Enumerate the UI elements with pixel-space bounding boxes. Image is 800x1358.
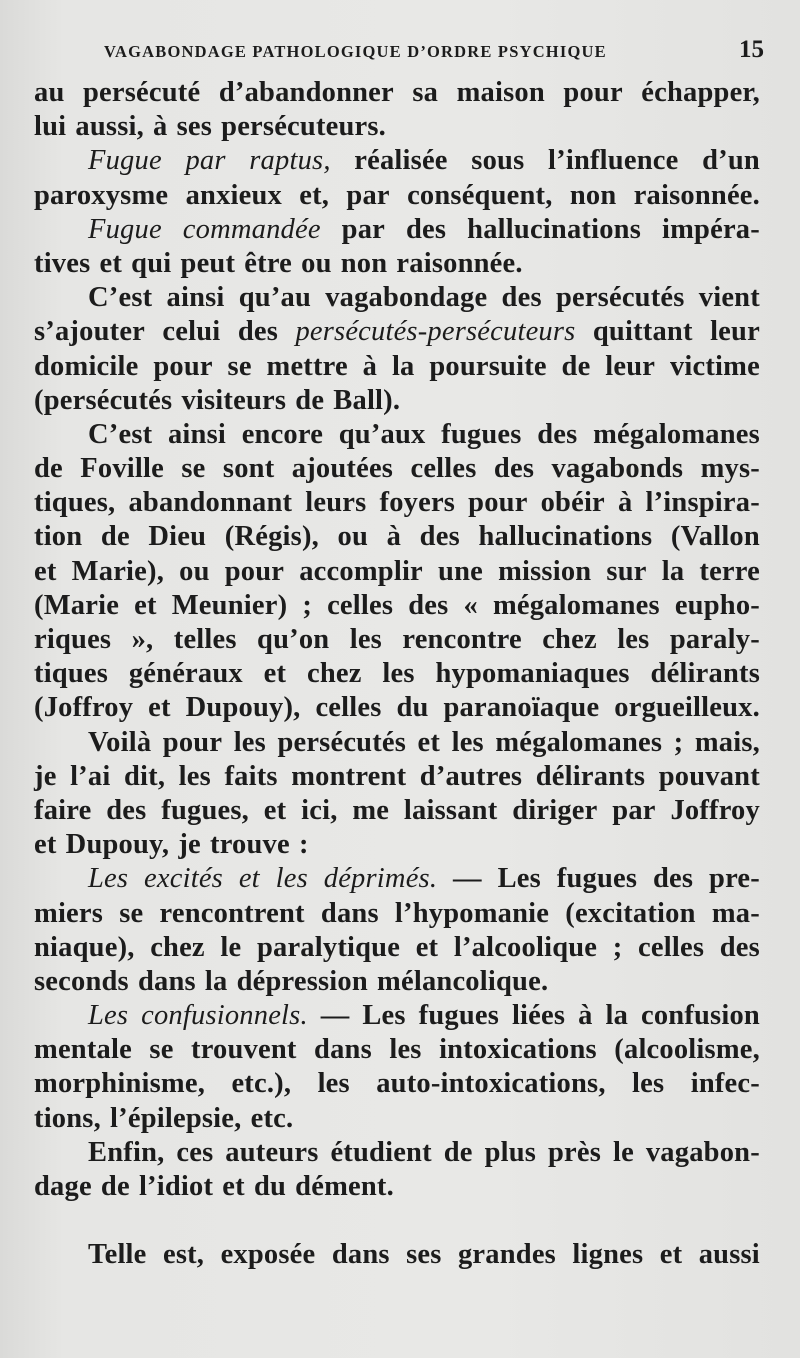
word: Les bbox=[88, 863, 129, 895]
word: Dupouy), bbox=[185, 692, 301, 724]
word: ces bbox=[176, 1136, 214, 1168]
paragraph-gap bbox=[34, 1204, 760, 1238]
word: qui bbox=[131, 247, 172, 279]
word: qu’on bbox=[257, 624, 330, 655]
word: pour bbox=[563, 77, 623, 108]
text-line bbox=[34, 315, 760, 349]
text-line bbox=[34, 486, 760, 520]
word: à bbox=[386, 521, 402, 553]
word: sont bbox=[222, 453, 275, 485]
word: ou bbox=[301, 247, 332, 279]
text-line bbox=[34, 862, 760, 896]
word: par bbox=[346, 179, 390, 211]
word: de bbox=[443, 1136, 473, 1168]
word: l’inspira- bbox=[645, 487, 760, 519]
word: les bbox=[382, 658, 415, 690]
word: hypomaniaques bbox=[435, 658, 630, 690]
text-line bbox=[34, 999, 760, 1033]
word: persécutés bbox=[555, 282, 685, 314]
word: et bbox=[263, 794, 287, 826]
word: dans bbox=[331, 1239, 390, 1271]
word: raptus, bbox=[249, 145, 331, 177]
word: les bbox=[275, 863, 308, 895]
word: au bbox=[34, 77, 65, 108]
word: d’abandonner bbox=[218, 77, 394, 108]
word: non bbox=[340, 247, 388, 279]
word: la bbox=[204, 965, 228, 997]
word: des bbox=[406, 213, 447, 245]
word: l’épilepsie, bbox=[110, 1102, 242, 1134]
word: seconds bbox=[34, 965, 129, 997]
word: de bbox=[34, 453, 63, 485]
word: l’influence bbox=[548, 145, 679, 177]
word: domicile bbox=[34, 350, 139, 382]
word: la bbox=[605, 1000, 629, 1032]
word: sa bbox=[412, 77, 439, 108]
word: visiteurs bbox=[181, 384, 287, 416]
text-line bbox=[34, 1136, 760, 1170]
word: et bbox=[34, 555, 57, 587]
word: une bbox=[438, 555, 483, 587]
word: paraly- bbox=[669, 624, 760, 655]
word: terre bbox=[699, 555, 760, 587]
word: (Vallon bbox=[670, 521, 760, 553]
word: Telle bbox=[88, 1239, 147, 1271]
word: les bbox=[389, 1034, 422, 1066]
word: mission bbox=[498, 555, 592, 587]
word: hallucinations bbox=[478, 521, 653, 553]
word: sous bbox=[471, 145, 525, 177]
word: des bbox=[419, 521, 460, 553]
word: (Joffroy bbox=[34, 692, 134, 724]
word: délirants bbox=[535, 760, 646, 792]
word: infec- bbox=[690, 1068, 760, 1100]
word: et bbox=[415, 931, 439, 963]
word: morphinisme, bbox=[34, 1068, 206, 1100]
word: ou bbox=[337, 521, 369, 553]
word: et, bbox=[299, 179, 330, 211]
word: ainsi bbox=[166, 282, 225, 314]
word: dit, bbox=[123, 760, 166, 792]
page-header bbox=[104, 34, 764, 70]
word: intoxications bbox=[439, 1034, 597, 1066]
word: mégalomanes bbox=[593, 418, 760, 450]
word: aussi, bbox=[75, 111, 144, 143]
word: etc.), bbox=[231, 1068, 292, 1100]
text-line bbox=[34, 452, 760, 486]
text-line bbox=[34, 760, 760, 794]
word: ici, bbox=[301, 794, 338, 826]
text-line bbox=[34, 589, 760, 623]
text-line bbox=[34, 1238, 760, 1272]
word: hallucinations bbox=[467, 213, 642, 245]
word: de bbox=[561, 350, 591, 382]
word: abandonnant bbox=[128, 487, 293, 519]
word: Fugue bbox=[88, 145, 162, 177]
word: délirants bbox=[650, 658, 760, 690]
word: leur bbox=[605, 350, 656, 382]
word: pre- bbox=[709, 863, 760, 895]
word: obéir bbox=[540, 487, 605, 519]
word: grandes bbox=[457, 1239, 556, 1271]
word: Les bbox=[497, 863, 541, 895]
word: trouvent bbox=[191, 1034, 297, 1066]
word: échapper, bbox=[641, 77, 760, 108]
word: fugues bbox=[441, 418, 522, 450]
word: : bbox=[298, 829, 309, 861]
word: se bbox=[181, 453, 206, 485]
word: poursuite bbox=[429, 350, 547, 382]
word: Dupouy, bbox=[65, 829, 170, 861]
text-line bbox=[34, 247, 760, 281]
word: Marie), bbox=[71, 555, 165, 587]
word: et bbox=[148, 692, 171, 724]
text-line bbox=[34, 726, 760, 760]
word: tion bbox=[34, 521, 83, 553]
word: faits bbox=[224, 760, 278, 792]
word: et bbox=[263, 658, 287, 690]
word: sur bbox=[606, 555, 647, 587]
word: rencontre bbox=[402, 624, 522, 655]
word: lignes bbox=[572, 1239, 644, 1271]
word: etc. bbox=[250, 1102, 294, 1134]
word: mélancolique. bbox=[377, 965, 549, 997]
word: vagabonds bbox=[551, 453, 684, 485]
word: et bbox=[34, 829, 57, 861]
word: confusionnels. bbox=[141, 1000, 308, 1032]
word: se bbox=[227, 350, 252, 382]
word: riques bbox=[34, 624, 112, 655]
word: peut bbox=[180, 247, 236, 279]
word: les bbox=[451, 726, 484, 758]
word: vagabon- bbox=[645, 1136, 760, 1168]
word: dément. bbox=[295, 1171, 394, 1202]
word: raisonnée. bbox=[396, 247, 523, 279]
word: Les bbox=[362, 1000, 406, 1032]
word: faire bbox=[34, 794, 92, 826]
word: maison bbox=[456, 77, 545, 108]
word: des bbox=[501, 282, 542, 314]
text-line bbox=[34, 1170, 760, 1204]
word: (excitation bbox=[565, 897, 696, 929]
word: ses bbox=[176, 111, 213, 143]
word: est, bbox=[162, 1239, 205, 1271]
word: — bbox=[320, 1000, 350, 1032]
text-line bbox=[34, 179, 760, 213]
word: ; bbox=[673, 726, 684, 758]
word: mettre bbox=[266, 350, 348, 382]
word: celui bbox=[162, 316, 221, 348]
text-line bbox=[34, 555, 760, 589]
word: des bbox=[719, 931, 760, 963]
word: dans bbox=[320, 897, 379, 929]
text-line bbox=[34, 384, 760, 418]
word: tiques bbox=[34, 658, 109, 690]
word: non bbox=[569, 179, 617, 211]
word: à bbox=[362, 350, 378, 382]
text-line bbox=[34, 623, 760, 657]
word: étudient bbox=[330, 1136, 432, 1168]
word: ses bbox=[406, 1239, 442, 1271]
word: pour bbox=[153, 350, 213, 382]
word: réalisée bbox=[354, 145, 448, 177]
word: des bbox=[537, 418, 578, 450]
page-number: 15 bbox=[739, 36, 764, 63]
text-line bbox=[34, 144, 760, 178]
word: « bbox=[463, 589, 478, 621]
word: des bbox=[493, 453, 535, 485]
word: et bbox=[99, 247, 123, 279]
word: celles bbox=[410, 453, 477, 485]
word: aussi bbox=[698, 1239, 760, 1271]
word: les bbox=[317, 1068, 350, 1100]
word: les bbox=[632, 1068, 665, 1100]
word: paralytique bbox=[256, 931, 401, 963]
word: vient bbox=[698, 282, 760, 314]
word: par bbox=[612, 794, 656, 826]
word: auteurs bbox=[225, 1136, 319, 1168]
word: raisonnée. bbox=[633, 179, 760, 211]
word: orgueilleux. bbox=[614, 692, 760, 724]
word: du bbox=[396, 692, 429, 724]
word: d’un bbox=[702, 145, 760, 177]
word: ma- bbox=[711, 897, 760, 929]
word: les bbox=[349, 624, 382, 655]
word: chez bbox=[150, 931, 205, 963]
text-line bbox=[34, 931, 760, 965]
word: persécuté bbox=[83, 77, 201, 108]
word: Enfin, bbox=[88, 1136, 165, 1168]
word: et bbox=[238, 863, 260, 895]
word: conséquent, bbox=[407, 179, 553, 211]
word: mégalomanes bbox=[495, 726, 663, 758]
word: fugues bbox=[418, 1000, 500, 1032]
word: leur bbox=[710, 316, 760, 348]
word: foyers bbox=[379, 487, 456, 519]
word: à bbox=[617, 487, 633, 519]
word: à bbox=[578, 1000, 593, 1032]
word: ; bbox=[612, 931, 623, 963]
word: l’ai bbox=[70, 760, 111, 792]
word: Foville bbox=[80, 453, 164, 485]
word: déprimés. bbox=[323, 863, 438, 895]
word: mys- bbox=[700, 453, 760, 485]
word: qu’au bbox=[238, 282, 312, 314]
word: Fugue bbox=[88, 213, 162, 245]
word: persécutés-persécuteurs bbox=[295, 316, 576, 348]
word: rencontrent bbox=[159, 897, 305, 929]
text-line bbox=[34, 691, 760, 725]
word: telles bbox=[173, 624, 237, 655]
word: anxieux bbox=[185, 179, 282, 211]
text-line bbox=[34, 657, 760, 691]
text-line bbox=[34, 897, 760, 931]
word: ; bbox=[302, 589, 313, 621]
word: être bbox=[244, 247, 293, 279]
word: le bbox=[612, 1136, 634, 1168]
word: paroxysme bbox=[34, 179, 169, 211]
word: Meunier) bbox=[171, 589, 288, 621]
text-line bbox=[34, 828, 760, 862]
word: les bbox=[617, 624, 650, 655]
word: des bbox=[408, 589, 449, 621]
word: miers bbox=[34, 897, 104, 929]
word: excités bbox=[144, 863, 223, 895]
word: dage bbox=[34, 1171, 92, 1202]
word: C’est bbox=[88, 282, 153, 314]
body-text bbox=[34, 76, 760, 1272]
text-line bbox=[34, 1102, 760, 1136]
word: tions, bbox=[34, 1102, 101, 1134]
word: Voilà bbox=[88, 726, 152, 758]
word: niaque), bbox=[34, 931, 135, 963]
word: par bbox=[341, 213, 386, 245]
word: l’alcoolique bbox=[453, 931, 598, 963]
word: de bbox=[295, 384, 325, 416]
word: les bbox=[178, 760, 211, 792]
word: (Régis), bbox=[224, 521, 319, 553]
word: l’hypomanie bbox=[394, 897, 550, 929]
text-line bbox=[34, 418, 760, 452]
word: lui bbox=[34, 111, 67, 143]
word: mais, bbox=[694, 726, 760, 758]
word: trouve bbox=[210, 829, 290, 861]
word: chez bbox=[307, 658, 362, 690]
word: ainsi bbox=[167, 418, 227, 450]
word: et bbox=[417, 726, 441, 758]
word: celles bbox=[315, 692, 382, 724]
word: (Marie bbox=[34, 589, 120, 621]
word: plus bbox=[484, 1136, 537, 1168]
word: Dieu bbox=[148, 521, 207, 553]
word: pour bbox=[224, 555, 285, 587]
word: Les bbox=[88, 1000, 129, 1032]
word: (alcoolisme, bbox=[614, 1034, 760, 1066]
word: quittant bbox=[592, 316, 693, 348]
word: victime bbox=[669, 350, 760, 382]
word: diriger bbox=[512, 794, 598, 826]
word: et bbox=[222, 1171, 245, 1202]
word: des bbox=[106, 794, 147, 826]
word: ajoutées bbox=[291, 453, 394, 485]
word: s’ajouter bbox=[34, 316, 146, 348]
word: leurs bbox=[305, 487, 367, 519]
text-line bbox=[34, 794, 760, 828]
text-line bbox=[34, 110, 760, 144]
word: je bbox=[178, 829, 201, 861]
word: le bbox=[220, 931, 242, 963]
word: je bbox=[34, 760, 57, 792]
word: la bbox=[391, 350, 415, 382]
word: fugues, bbox=[161, 794, 249, 826]
text-line bbox=[34, 1067, 760, 1101]
word: laissant bbox=[403, 794, 498, 826]
word: mégalomanes bbox=[492, 589, 660, 621]
word: dépression bbox=[236, 965, 368, 997]
word: Ball). bbox=[333, 384, 401, 416]
word: pouvant bbox=[658, 760, 760, 792]
word: près bbox=[548, 1136, 602, 1168]
word: C’est bbox=[88, 418, 153, 450]
word: encore bbox=[241, 418, 324, 450]
word: Joffroy bbox=[670, 794, 760, 826]
word: les bbox=[233, 726, 266, 758]
word: d’autres bbox=[419, 760, 523, 792]
word: par bbox=[185, 145, 226, 177]
word: de bbox=[100, 521, 130, 553]
word: exposée bbox=[220, 1239, 316, 1271]
word: généraux bbox=[128, 658, 243, 690]
word: l’idiot bbox=[138, 1171, 214, 1202]
word: eupho- bbox=[674, 589, 760, 621]
word: chez bbox=[542, 624, 597, 655]
word: (persécutés bbox=[34, 384, 173, 416]
word: qu’aux bbox=[338, 418, 426, 450]
word: pour bbox=[162, 726, 223, 758]
word: tiques, bbox=[34, 487, 116, 519]
word: celles bbox=[638, 931, 705, 963]
word: la bbox=[661, 555, 685, 587]
text-line bbox=[34, 1033, 760, 1067]
word: celles bbox=[327, 589, 394, 621]
word: paranoïaque bbox=[443, 692, 600, 724]
text-line bbox=[34, 76, 760, 110]
word: impéra- bbox=[662, 213, 760, 245]
word: se bbox=[119, 897, 144, 929]
word: persécuteurs. bbox=[221, 111, 387, 143]
word: commandée bbox=[182, 213, 321, 245]
text-line bbox=[34, 520, 760, 554]
word: vagabondage bbox=[325, 282, 488, 314]
word: accomplir bbox=[299, 555, 423, 587]
word: et bbox=[134, 589, 157, 621]
word: », bbox=[131, 624, 154, 655]
word: se bbox=[149, 1034, 174, 1066]
word: de bbox=[100, 1171, 130, 1202]
word: tives bbox=[34, 247, 91, 279]
word: me bbox=[352, 794, 390, 826]
word: dans bbox=[137, 965, 196, 997]
text-line bbox=[34, 350, 760, 384]
word: des bbox=[653, 863, 694, 895]
word: liées bbox=[511, 1000, 566, 1032]
text-line bbox=[34, 213, 760, 247]
word: — bbox=[453, 863, 482, 895]
word: des bbox=[237, 316, 279, 348]
word: auto-intoxications, bbox=[376, 1068, 606, 1100]
word: montrent bbox=[291, 760, 407, 792]
word: du bbox=[253, 1171, 287, 1202]
word: pour bbox=[468, 487, 528, 519]
text-line bbox=[34, 965, 760, 999]
word: à bbox=[153, 111, 168, 143]
text-line bbox=[34, 281, 760, 315]
word: persécutés bbox=[277, 726, 407, 758]
word: ou bbox=[179, 555, 210, 587]
word: confusion bbox=[640, 1000, 760, 1032]
word: fugues bbox=[556, 863, 638, 895]
word: mentale bbox=[34, 1034, 132, 1066]
running-head: VAGABONDAGE PATHOLOGIQUE D’ORDRE PSYCHIQUE bbox=[104, 42, 607, 61]
word: et bbox=[659, 1239, 683, 1271]
word: dans bbox=[314, 1034, 372, 1066]
